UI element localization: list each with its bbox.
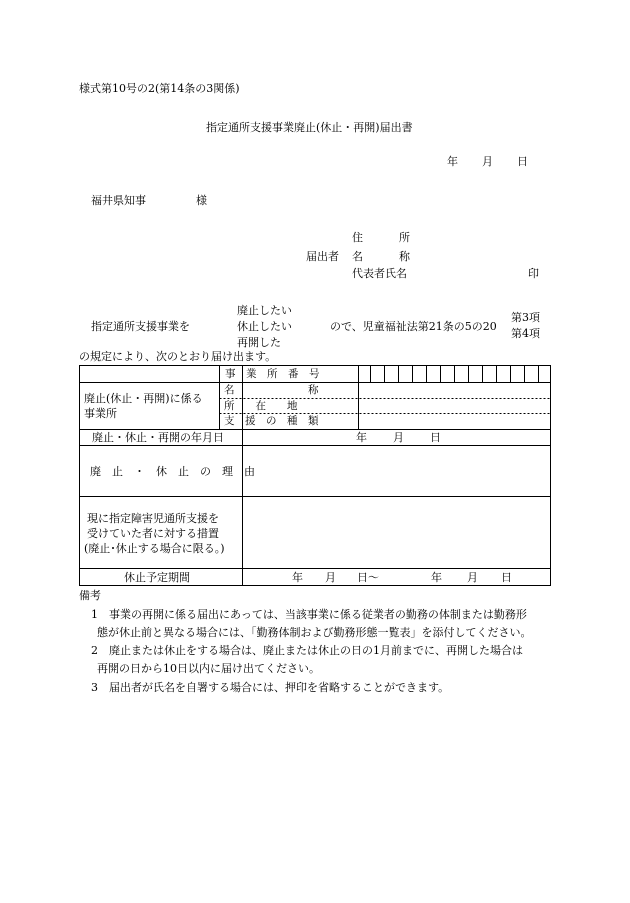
measures-label-1: 現に指定障害児通所支援を (87, 512, 219, 525)
notifier-label: 届出者 (306, 250, 339, 263)
date-day-label: 日 (517, 155, 528, 168)
date-row-day: 日 (430, 431, 441, 444)
date-row-month: 月 (393, 431, 404, 444)
notes-title: 備考 (79, 589, 101, 602)
suspension-month-2: 月 (467, 571, 478, 584)
addressee-honorific: 様 (196, 194, 207, 207)
measures-label-3: (廃止･休止する場合に限る。) (84, 542, 225, 555)
statement-option-suspend: 休止したい (237, 320, 292, 333)
date-row-label: 廃止・休止・再開の年月日 (92, 431, 224, 444)
support-type-label: 支 援 の 種 類 (224, 415, 319, 427)
date-month-label: 月 (482, 155, 493, 168)
note-3-line-1: 届出者が氏名を自署する場合には、押印を省略することができます。 (109, 681, 450, 694)
office-location-label: 所 在 地 (224, 400, 298, 412)
statement-middle: ので、児童福祉法第21条の5の20 (330, 320, 497, 333)
statement-clause-3: 第3項 (511, 311, 540, 324)
date-row-year: 年 (356, 431, 367, 444)
related-office-label-2: 事業所 (84, 407, 117, 420)
related-office-label-1: 廃止(休止・再開)に係る (84, 392, 203, 405)
document-title: 指定通所支援事業廃止(休止・再開)届出書 (206, 121, 413, 134)
note-2-line-2: 再開の日から10日以内に届け出てください。 (97, 662, 320, 675)
notifier-address-label-2: 所 (399, 231, 410, 244)
seal-mark: 印 (528, 267, 539, 280)
note-2-number: 2 (91, 644, 98, 657)
date-year-label: 年 (447, 155, 458, 168)
notifier-representative-label: 代表者氏名 (352, 267, 407, 280)
statement-closing: の規定により、次のとおり届け出ます。 (79, 350, 277, 363)
suspension-year-1: 年 (292, 571, 303, 584)
reason-label: 廃 止 ・ 休 止 の 理 由 (90, 465, 255, 478)
addressee-name: 福井県知事 (91, 194, 146, 207)
note-1-line-1: 事業の再開に係る届出にあっては、当該事業に係る従業者の勤務の体制または勤務形 (109, 608, 527, 621)
statement-subject: 指定通所支援事業を (91, 320, 190, 333)
statement-option-resume: 再開した (237, 336, 281, 349)
statement-option-abolish: 廃止したい (237, 304, 292, 317)
suspension-day-1: 日～ (357, 571, 379, 584)
suspension-period-label: 休止予定期間 (124, 571, 190, 584)
note-1-line-2: 態が休止前と異なる場合には、「勤務体制および勤務形態一覧表」を添付してください。 (97, 626, 532, 639)
statement-clause-4: 第4項 (511, 327, 540, 340)
note-2-line-1: 廃止または休止をする場合は、廃止または休止の日の1月前までに、再開した場合は (109, 644, 523, 657)
note-1-number: 1 (91, 608, 98, 621)
measures-label-2: 受けていた者に対する措置 (87, 527, 219, 540)
office-number-label: 事 業 所 番 号 (225, 368, 320, 380)
notifier-name-label-1: 名 (352, 250, 363, 263)
notifier-address-label-1: 住 (352, 231, 363, 244)
suspension-day-2: 日 (501, 571, 512, 584)
suspension-year-2: 年 (431, 571, 442, 584)
suspension-month-1: 月 (325, 571, 336, 584)
notifier-name-label-2: 称 (399, 250, 410, 263)
office-name-label: 名 称 (224, 384, 319, 396)
note-3-number: 3 (91, 681, 98, 694)
form-number: 様式第10号の2(第14条の3関係) (79, 82, 240, 95)
